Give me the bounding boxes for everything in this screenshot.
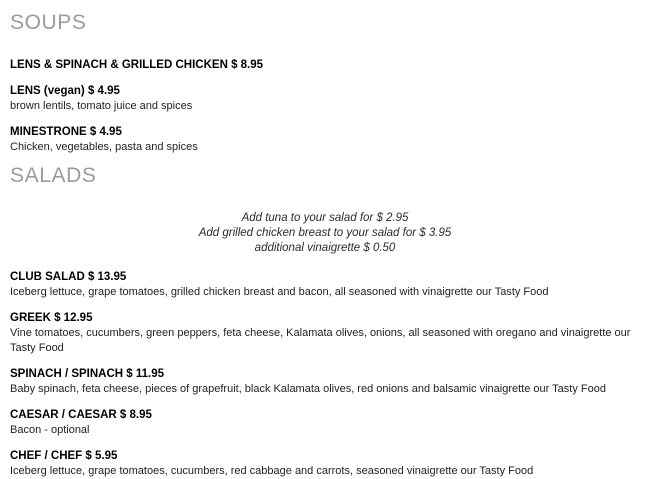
menu-item — [10, 58, 640, 73]
menu-item-description: Bacon - optional — [10, 424, 90, 436]
menu-item — [10, 270, 640, 300]
soups-items — [10, 58, 640, 155]
menu-item-description: Chicken, vegetables, pasta and spices — [10, 141, 198, 153]
menu-item-title: CLUB SALAD $ 13.95 — [10, 271, 127, 283]
menu-item-description: Iceberg lettuce, grape tomatoes, cucumbers, red cabbage and carrots, seasoned vinaigrette our Tasty Food — [10, 465, 534, 477]
menu-item — [10, 408, 640, 438]
menu-item-description: Baby spinach, feta cheese, pieces of grapefruit, black Kalamata olives, red onions and balsamic vinaigrette our Tasty Food — [10, 383, 606, 395]
menu-item-description: Vine tomatoes, cucumbers, green peppers, feta cheese, Kalamata olives, onions, all seasoned with oregano and vinaigrette our Tasty Food — [10, 327, 631, 354]
addon-note-line: additional vinaigrette $ 0.50 — [254, 242, 396, 254]
menu-item-title: CHEF / CHEF $ 5.95 — [10, 450, 118, 462]
salad-addons-note — [10, 189, 640, 270]
section-heading-soups: SOUPS — [10, 11, 87, 34]
menu-item — [10, 125, 640, 155]
menu-item-description: Iceberg lettuce, grape tomatoes, grilled chicken breast and bacon, all seasoned with vinaigrette our Tasty Food — [10, 286, 549, 298]
addon-note-line: Add tuna to your salad for $ 2.95 — [241, 212, 409, 224]
menu-item-title: MINESTRONE $ 4.95 — [10, 126, 122, 138]
menu-item — [10, 84, 640, 114]
spacer — [10, 36, 640, 58]
menu-item-description: brown lentils, tomato juice and spices — [10, 100, 193, 112]
menu-item — [10, 449, 640, 479]
menu-item-title: GREEK $ 12.95 — [10, 312, 93, 324]
menu-item-title: LENS (vegan) $ 4.95 — [10, 85, 120, 97]
menu-item-title: SPINACH / SPINACH $ 11.95 — [10, 368, 165, 380]
section-heading-salads: SALADS — [10, 164, 97, 187]
salads-items — [10, 270, 640, 479]
menu-item-title: LENS & SPINACH & GRILLED CHICKEN $ 8.95 — [10, 59, 264, 71]
menu-item — [10, 311, 640, 356]
menu-item-title: CAESAR / CAESAR $ 8.95 — [10, 409, 152, 421]
menu-item — [10, 367, 640, 397]
addon-note-line: Add grilled chicken breast to your salad for $ 3.95 — [198, 227, 452, 239]
